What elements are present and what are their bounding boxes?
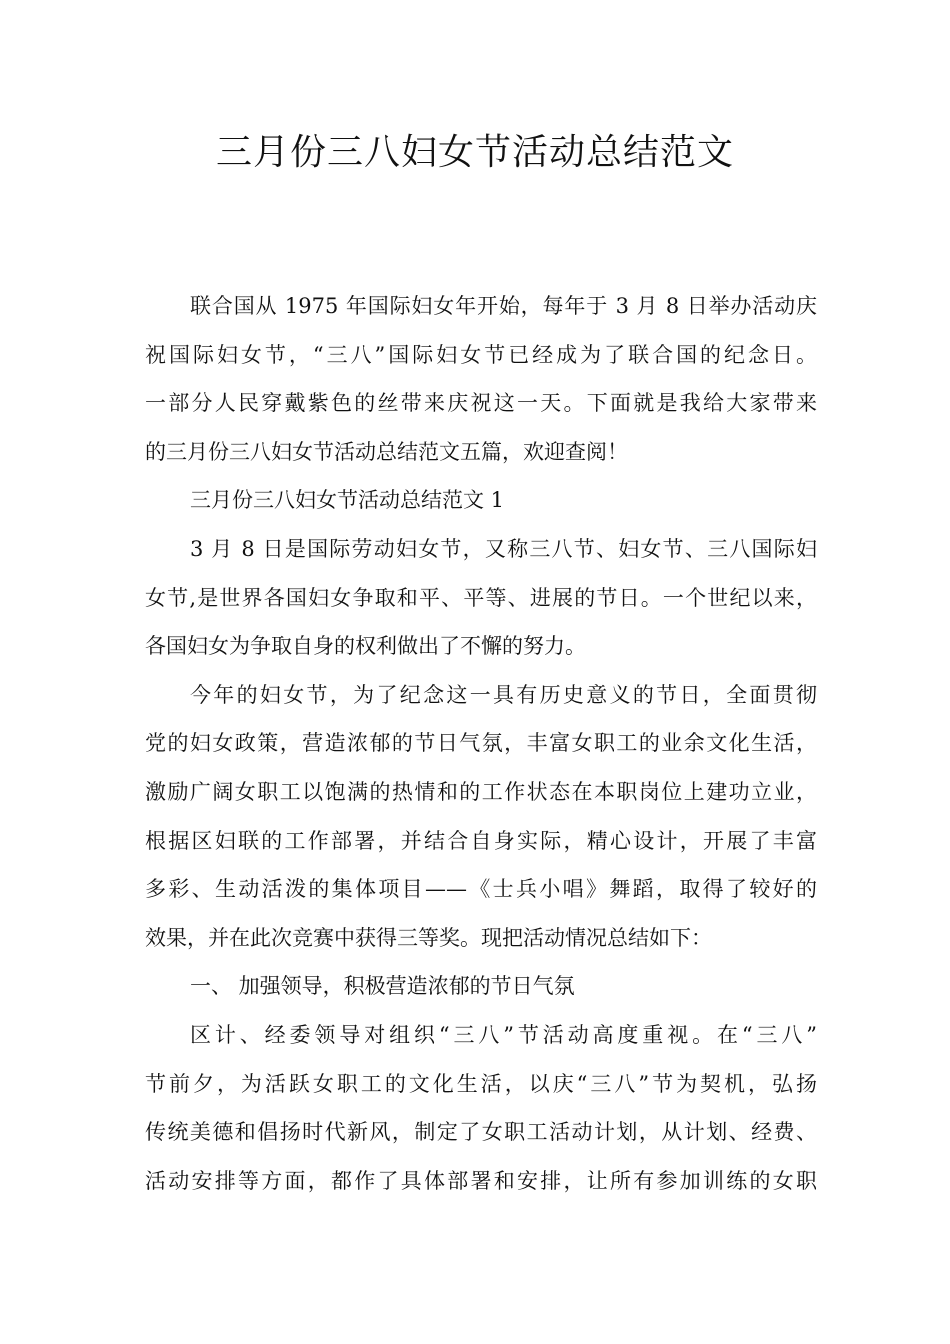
text-line: 今年的妇女节，为了纪念这一具有历史意义的节日，全面贯彻 — [190, 682, 817, 707]
text-line: 多彩、生动活泼的集体项目——《士兵小唱》舞蹈，取得了较好的 — [145, 877, 817, 902]
document-body — [145, 282, 817, 1205]
text-line: 联合国从 1975 年国际妇女年开始，每年于 3 月 8 日举办活动庆 — [190, 294, 817, 318]
text-line: 祝国际妇女节，“三八”国际妇女节已经成为了联合国的纪念日。 — [145, 342, 817, 367]
text-line: 区计、经委领导对组织“三八”节活动高度重视。在“三八” — [190, 1022, 817, 1047]
text-line: 一、 加强领导，积极营造浓郁的节日气氛 — [190, 974, 575, 999]
text-line: 根据区妇联的工作部署，并结合自身实际，精心设计，开展了丰富 — [145, 828, 817, 853]
text-line: 女节,是世界各国妇女争取和平、平等、进展的节日。一个世纪以来， — [145, 585, 817, 610]
text-line: 的三月份三八妇女节活动总结范文五篇，欢迎查阅！ — [145, 439, 628, 464]
text-line: 党的妇女政策，营造浓郁的节日气氛，丰富女职工的业余文化生活， — [145, 731, 817, 756]
text-line: 3 月 8 日是国际劳动妇女节，又称三八节、妇女节、三八国际妇 — [190, 536, 817, 561]
text-line: 三月份三八妇女节活动总结范文 1 — [190, 488, 505, 513]
text-line: 各国妇女为争取自身的权利做出了不懈的努力。 — [145, 634, 586, 659]
text-line: 一部分人民穿戴紫色的丝带来庆祝这一天。下面就是我给大家带来 — [145, 391, 817, 416]
text-line: 效果，并在此次竞赛中获得三等奖。现把活动情况总结如下： — [145, 925, 712, 950]
text-line: 激励广阔女职工以饱满的热情和的工作状态在本职岗位上建功立业， — [145, 779, 817, 804]
text-line: 节前夕，为活跃女职工的文化生活，以庆“三八”节为契机，弘扬 — [145, 1071, 817, 1096]
text-line: 活动安排等方面，都作了具体部署和安排，让所有参加训练的女职 — [145, 1168, 817, 1193]
text-line: 传统美德和倡扬时代新风，制定了女职工活动计划，从计划、经费、 — [145, 1120, 817, 1145]
page-title: 三月份三八妇女节活动总结范文 — [215, 132, 734, 173]
